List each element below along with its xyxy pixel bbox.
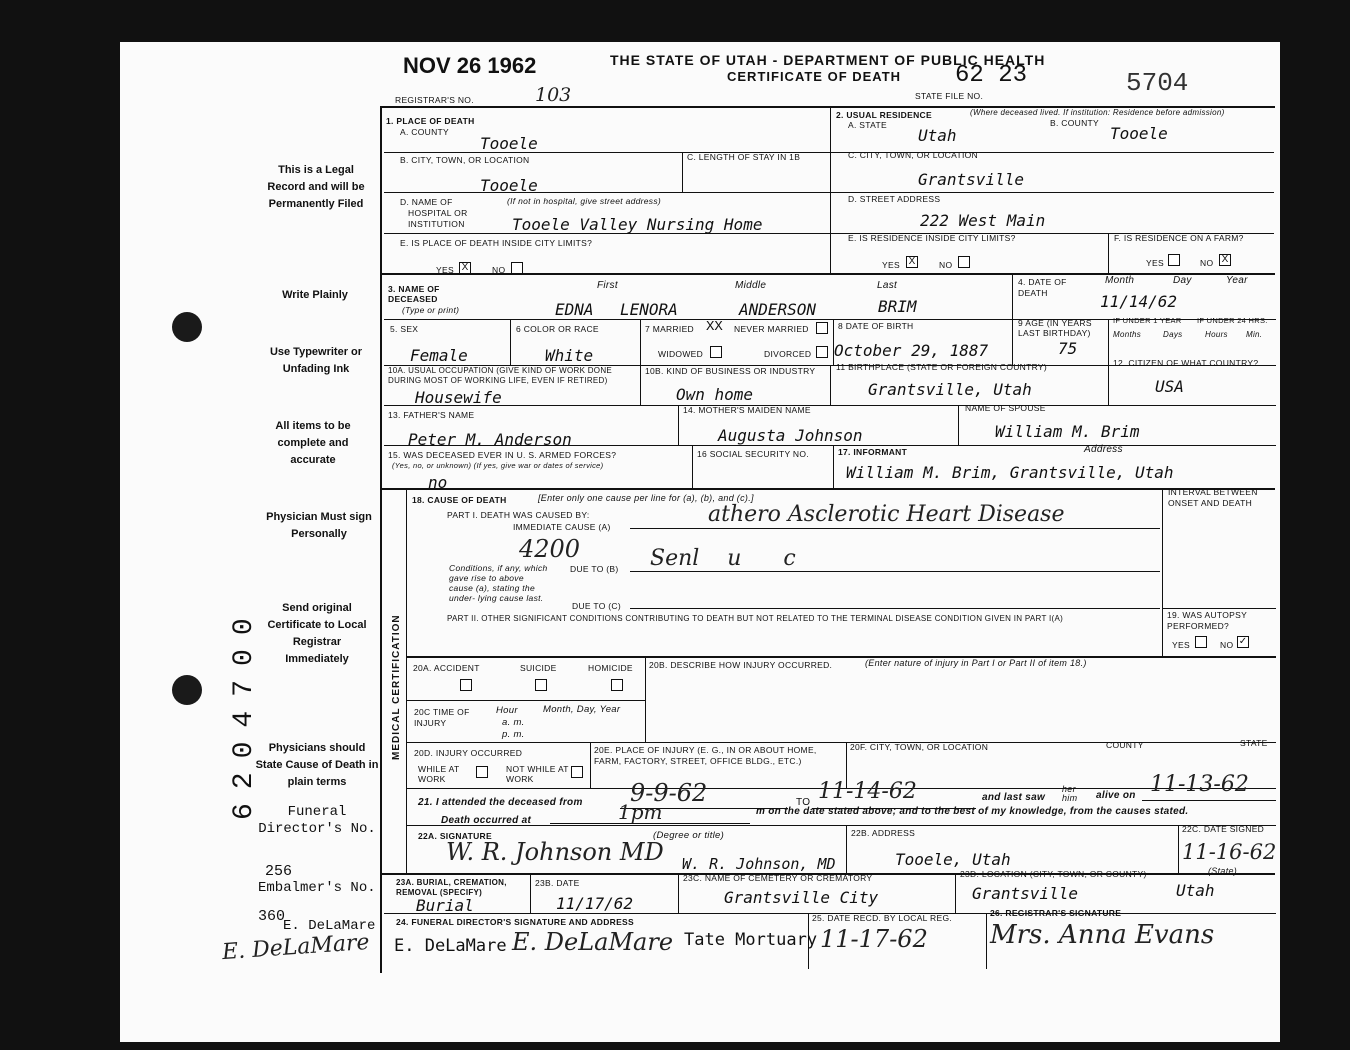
injury-desc-label: 20B. DESCRIBE HOW INJURY OCCURRED. [649, 660, 833, 670]
place-county: Tooele [480, 134, 538, 153]
days-label: Days [1163, 330, 1183, 339]
suicide-label: SUICIDE [520, 663, 557, 673]
attended-from: 9-9-62 [630, 779, 708, 807]
rule-interval [1162, 488, 1163, 656]
embalmer-name: E. DeLaMare [283, 918, 376, 934]
occupation-label: 10A. USUAL OCCUPATION (GIVE KIND OF WORK DONE DURING MOST OF WORKING LIFE, EVEN IF RETIRED) [388, 366, 613, 385]
rule-medical-side [406, 488, 407, 873]
accident-label: 20A. ACCIDENT [413, 663, 480, 673]
residence-note: (Where deceased lived. If institution: Residence before admission) [970, 108, 1225, 117]
res-inside-city-label: E. IS RESIDENCE INSIDE CITY LIMITS? [848, 233, 1016, 243]
deceased-first: EDNA [555, 300, 594, 319]
checkbox-suicide[interactable] [535, 679, 547, 691]
checkbox-divorced[interactable] [816, 346, 828, 358]
date-signed: 11-16-62 [1182, 840, 1277, 864]
rule-14 [406, 825, 1276, 826]
burial-label: 23A. BURIAL, CREMATION, REMOVAL (SPECIFY) [396, 878, 507, 897]
checkbox-1e-no[interactable] [511, 262, 523, 274]
document-subtitle: CERTIFICATE OF DEATH [727, 69, 902, 84]
checkbox-2e-yes[interactable]: X [906, 256, 918, 268]
last-label: Last [877, 280, 898, 291]
age-value: 75 [1058, 339, 1078, 358]
race-value: White [545, 346, 594, 365]
hospital-label-1: D. NAME OF [400, 197, 453, 207]
sidebar-write-plainly: Write Plainly [282, 289, 348, 301]
citizen-value: USA [1155, 377, 1184, 396]
last-saw-label: and last saw [982, 792, 1046, 803]
res-city-label: C. CITY, TOWN, OR LOCATION [848, 150, 978, 160]
ssn-label: 16 SOCIAL SECURITY NO. [697, 449, 809, 459]
mother-value: Augusta Johnson [718, 426, 863, 445]
rule-cem [955, 873, 956, 913]
interval-label: INTERVAL BETWEEN ONSET AND DEATH [1168, 487, 1258, 508]
serial-number: 6204700 [229, 604, 260, 820]
part1-label: PART I. DEATH WAS CAUSED BY: [447, 510, 590, 520]
usual-residence-label: 2. USUAL RESIDENCE [836, 110, 932, 120]
cause-b-value: Senl u c [650, 546, 796, 571]
yes-label-2f: YES [1146, 258, 1164, 268]
armed-forces-label: 15. WAS DECEASED EVER IN U. S. ARMED FORCES? [388, 450, 617, 460]
form-left-border [380, 106, 382, 973]
rule-father [678, 405, 679, 445]
am-label: a. m. [502, 717, 525, 728]
location-state-label: (State) [1208, 866, 1238, 876]
address-label: Address [1084, 444, 1123, 455]
injury-desc-note: (Enter nature of injury in Part I or Part II of item 18.) [865, 658, 1087, 668]
autopsy-yes-label: YES [1172, 640, 1190, 650]
line-cause-b [630, 571, 1160, 572]
no-label-1e: NO [492, 265, 506, 275]
document-title: THE STATE OF UTAH - DEPARTMENT OF PUBLIC HEALTH [610, 52, 1046, 68]
checkbox-widowed[interactable] [710, 346, 722, 358]
certificate-number: 62 23 [955, 62, 1028, 89]
min-label: Min. [1246, 330, 1263, 339]
cemetery-value: Grantsville City [724, 888, 879, 907]
signature-label: 22A. SIGNATURE [418, 831, 492, 841]
armed-forces-value: no [428, 473, 448, 492]
checkbox-autopsy-yes[interactable] [1195, 636, 1207, 648]
never-married-label: NEVER MARRIED [734, 324, 809, 334]
due-to-c-label: DUE TO (C) [572, 601, 621, 611]
rule-recd [986, 913, 987, 969]
funeral-director-label-24: 24. FUNERAL DIRECTOR'S SIGNATURE AND ADDRESS [396, 917, 634, 927]
under-1-year-label: IF UNDER 1 YEAR [1113, 316, 1182, 325]
under-24-label: IF UNDER 24 HRS. [1197, 316, 1268, 325]
autopsy-label: 19. WAS AUTOPSY PERFORMED? [1167, 610, 1247, 631]
physician-address-label: 22B. ADDRESS [851, 828, 916, 838]
residence-street: 222 West Main [920, 211, 1046, 230]
file-number: 5704 [1126, 68, 1189, 98]
pm-label: p. m. [502, 729, 525, 740]
funeral-director-signature: E. DeLaMare [512, 928, 674, 956]
county-label: A. COUNTY [400, 127, 449, 137]
married-mark: XX [706, 319, 723, 335]
funeral-director-number: 256 [265, 863, 293, 880]
physician-typed-name: W. R. Johnson, MD [682, 855, 836, 873]
rule-bus [830, 365, 831, 405]
burial-date-label: 23B. DATE [535, 878, 580, 888]
her-him-label: her him [1062, 784, 1078, 803]
divorced-label: DIVORCED [764, 349, 812, 359]
sidebar-complete: All items to be complete and accurate [275, 420, 351, 466]
state-file-label: STATE FILE NO. [915, 91, 984, 101]
rule-bp [1108, 365, 1109, 405]
punch-hole-bottom [172, 675, 202, 705]
res-county-label: B. COUNTY [1050, 118, 1099, 128]
rule-injury [645, 656, 646, 742]
months-label: Months [1113, 330, 1142, 339]
sex-label: 5. SEX [390, 324, 419, 334]
cause-of-death-label: 18. CAUSE OF DEATH [412, 495, 507, 505]
part2-label: PART II. OTHER SIGNIFICANT CONDITIONS CONTRIBUTING TO DEATH BUT NOT RELATED TO THE TERMINAL DISEASE CONDITION GIVEN IN PART I(A) [447, 614, 1064, 623]
rule-armed [692, 445, 693, 488]
embalmer-signature: E. DeLaMare [221, 929, 371, 966]
rule-dob [1012, 319, 1013, 365]
middle-label: Middle [735, 280, 767, 291]
alive-on-label: alive on [1096, 790, 1136, 801]
death-time: 1pm [618, 800, 663, 824]
rule-9 [380, 488, 1275, 490]
residence-county: Tooele [1110, 124, 1168, 143]
rule-ssn [833, 445, 834, 488]
hospital-note: (If not in hospital, give street address) [507, 196, 662, 206]
physician-signature: W. R. Johnson MD [446, 838, 664, 866]
business-value: Own home [676, 385, 754, 404]
line-cause-c [630, 608, 1160, 609]
father-value: Peter M. Anderson [408, 430, 572, 449]
race-label: 6 COLOR OR RACE [516, 324, 599, 334]
registrar-signature: Mrs. Anna Evans [990, 920, 1215, 950]
date-stamp: NOV 26 1962 [403, 53, 537, 78]
checkbox-1e-yes[interactable]: X [459, 262, 471, 274]
hospital-label-3: INSTITUTION [408, 219, 465, 229]
burial-date: 11/17/62 [556, 894, 634, 913]
business-label: 10B. KIND OF BUSINESS OR INDUSTRY [645, 366, 816, 376]
rule-7 [384, 405, 1276, 406]
cause-code: 4200 [519, 535, 581, 563]
state-label: A. STATE [848, 120, 887, 130]
dob-label: 8 DATE OF BIRTH [838, 321, 914, 331]
attended-to: 11-14-62 [818, 779, 917, 804]
type-or-print-note: (Type or print) [402, 305, 460, 315]
line-cause-a [630, 528, 1160, 529]
age-label: 9 AGE (IN YEARS LAST BIRTHDAY) [1018, 318, 1092, 338]
sidebar-physician-sign: Physician Must sign Personally [266, 511, 372, 540]
degree-label: (Degree or title) [653, 830, 725, 841]
burial-value: Burial [416, 896, 474, 915]
date-recd: 11-17-62 [820, 925, 928, 953]
sidebar-typewriter: Use Typewriter or Unfading Ink [269, 346, 363, 375]
rule-date [678, 873, 679, 913]
street-label: D. STREET ADDRESS [848, 194, 941, 204]
birthplace-label: 11 BIRTHPLACE (STATE OR FOREIGN COUNTRY) [836, 362, 1047, 372]
date-signed-label: 22C. DATE SIGNED [1182, 824, 1265, 834]
place-of-injury-label: 20E. PLACE OF INJURY (E. G., IN OR ABOUT HOME, FARM, FACTORY, STREET, OFFICE BLDG., ETC.) [594, 745, 817, 766]
inside-city-label: E. IS PLACE OF DEATH INSIDE CITY LIMITS? [400, 238, 593, 248]
mdy-label: Month, Day, Year [543, 704, 621, 715]
while-at-work-label: WHILE AT WORK [418, 764, 460, 784]
rule-race [640, 319, 641, 365]
occurred-tail: m on the date stated above; and to the best of my knowledge, from the causes stated. [756, 806, 1189, 817]
spouse-label: NAME OF SPOUSE [965, 403, 1046, 413]
checkbox-not-while-work[interactable] [571, 766, 583, 778]
birthplace-value: Grantsville, Utah [868, 380, 1032, 399]
checkbox-never-married[interactable] [816, 322, 828, 334]
cause-note: [Enter only one cause per line for (a), (b), and (c).] [538, 493, 754, 503]
spouse-value: William M. Brim [995, 422, 1140, 441]
divider-place-residence [830, 106, 831, 274]
location-value: Grantsville [972, 884, 1078, 903]
sex-value: Female [410, 346, 468, 365]
due-to-b-label: DUE TO (B) [570, 564, 619, 574]
occupation-value: Housewife [415, 388, 502, 407]
name-of-deceased-label: 3. NAME OF DECEASED [388, 284, 440, 304]
rule-mother [958, 405, 959, 445]
sidebar-send-original: Send original Certificate to Local Registrar Immediately [267, 602, 367, 665]
location-state: Utah [1176, 881, 1215, 900]
widowed-label: WIDOWED [658, 349, 704, 359]
deceased-last: BRIM [878, 297, 917, 316]
punch-hole-top [172, 312, 202, 342]
immediate-cause-label: IMMEDIATE CAUSE (A) [513, 522, 611, 532]
embalmer-label: Embalmer's No. [258, 880, 376, 896]
year-label: Year [1226, 275, 1248, 286]
residence-state: Utah [918, 126, 957, 145]
city-label: B. CITY, TOWN, OR LOCATION [400, 155, 530, 165]
not-while-work-label: NOT WHILE AT WORK [506, 764, 569, 784]
time-of-injury-label: 20C TIME OF INJURY [414, 707, 470, 728]
yes-label-1e: YES [436, 265, 454, 275]
checkbox-homicide[interactable] [611, 679, 623, 691]
alive-date: 11-13-62 [1150, 772, 1249, 797]
length-of-stay-label: C. LENGTH OF STAY IN 1B [687, 152, 801, 162]
injury-state-label: STATE [1240, 738, 1268, 748]
month-label: Month [1105, 275, 1135, 286]
date-recd-label: 25. DATE RECD. BY LOCAL REG. [812, 913, 953, 923]
checkbox-accident[interactable] [460, 679, 472, 691]
hospital-name: Tooele Valley Nursing Home [512, 215, 763, 234]
sidebar-legal-record: This is a Legal Record and will be Permanently Filed [267, 164, 365, 210]
injury-county-label: COUNTY [1106, 740, 1144, 750]
funeral-director-label: Funeral Director's No. [258, 804, 376, 837]
registrar-number: 103 [535, 84, 572, 106]
farm-label: F. IS RESIDENCE ON A FARM? [1114, 233, 1244, 243]
checkbox-2f-no[interactable]: X [1219, 254, 1231, 266]
medical-certification-label: MEDICAL CERTIFICATION [391, 614, 402, 760]
rule-occ [640, 365, 641, 405]
hospital-label-2: HOSPITAL OR [408, 208, 468, 218]
rule-age [1108, 319, 1109, 365]
mother-label: 14. MOTHER'S MAIDEN NAME [683, 405, 811, 415]
rule-sex [510, 319, 511, 365]
hours-label: Hours [1205, 330, 1228, 339]
place-of-death-label: 1. PLACE OF DEATH [386, 116, 475, 126]
funeral-director-typed: E. DeLaMare [394, 936, 507, 956]
cemetery-label: 23C. NAME OF CEMETERY OR CREMATORY [683, 873, 873, 883]
rule-dod [1012, 273, 1013, 319]
homicide-label: HOMICIDE [588, 663, 633, 673]
no-label-2f: NO [1200, 258, 1214, 268]
place-city: Tooele [480, 176, 538, 195]
checkbox-autopsy-no[interactable]: ✓ [1238, 636, 1248, 647]
day-label: Day [1173, 275, 1192, 286]
rule-autopsy [1162, 608, 1276, 609]
rule-12 [406, 742, 1276, 743]
conditions-label: Conditions, if any, which gave rise to above cause (a), stating the under- lying cause last. [449, 563, 548, 603]
no-label-2e: NO [939, 260, 953, 270]
rule-disp [530, 873, 531, 913]
rule-sig [846, 825, 847, 873]
rule-10 [406, 656, 1276, 658]
registrar-sig-label: 26. REGISTRAR'S SIGNATURE [990, 908, 1122, 918]
physician-address: Tooele, Utah [895, 850, 1011, 869]
informant-label: 17. INFORMANT [838, 447, 908, 457]
registrar-label: REGISTRAR'S NO. [395, 95, 474, 105]
birth-date: October 29, 1887 [834, 341, 989, 360]
checkbox-2f-yes[interactable] [1168, 254, 1180, 266]
location-label: 23D. LOCATION (CITY, TOWN, OR COUNTY) [960, 869, 1147, 879]
injury-occurred-label: 20D. INJURY OCCURRED [414, 748, 523, 758]
hour-label: Hour [496, 705, 518, 716]
attended-label: 21. I attended the deceased from [418, 797, 583, 808]
sidebar-cause-terms: Physicians should State Cause of Death in plain terms [255, 742, 379, 788]
citizen-label: 12. CITIZEN OF WHAT COUNTRY? [1113, 358, 1259, 368]
death-occurred-label: Death occurred at [441, 815, 532, 826]
checkbox-while-work[interactable] [476, 766, 488, 778]
line-alive [1142, 800, 1276, 801]
first-label: First [597, 280, 618, 291]
yes-label-2e: YES [882, 260, 900, 270]
checkbox-2e-no[interactable] [958, 256, 970, 268]
death-date: 11/14/62 [1100, 292, 1178, 311]
rule-1c [682, 152, 683, 192]
rule-addr [1178, 825, 1179, 873]
rule-place-inj [590, 742, 591, 788]
residence-city: Grantsville [918, 170, 1024, 189]
autopsy-no-label: NO [1220, 640, 1234, 650]
embalmer-number: 360 [258, 908, 286, 925]
father-label: 13. FATHER'S NAME [388, 410, 475, 420]
rule-11 [406, 700, 646, 701]
injury-city-label: 20F. CITY, TOWN, OR LOCATION [850, 742, 989, 752]
deceased-middle: LENORA [620, 300, 678, 319]
deceased-middle-2: ANDERSON [739, 300, 817, 319]
informant-value: William M. Brim, Grantsville, Utah [846, 463, 1174, 482]
date-of-death-label: 4. DATE OF DEATH [1018, 277, 1067, 298]
armed-forces-note: (Yes, no, or unknown) (If yes, give war or dates of service) [392, 461, 604, 470]
to-label: TO [796, 797, 811, 808]
married-label: 7 MARRIED [645, 324, 694, 334]
rule-farm [1108, 233, 1109, 273]
mortuary-value: Tate Mortuary [684, 930, 818, 950]
cause-a-value: athero Asclerotic Heart Disease [708, 502, 1065, 527]
